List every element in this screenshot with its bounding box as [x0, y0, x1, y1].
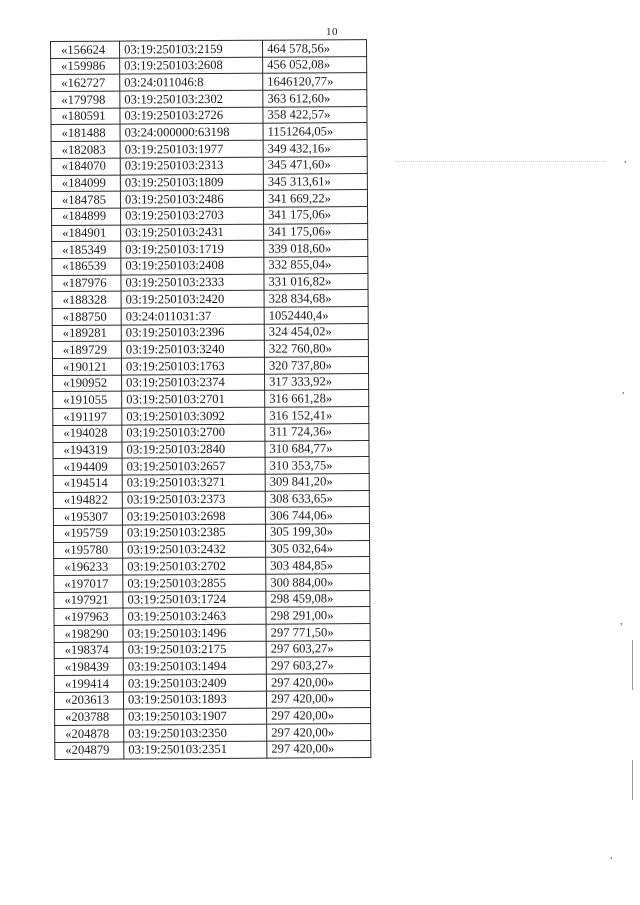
cadastral-value-cell: 358 422,57» — [263, 106, 367, 123]
cadastral-value-cell: 297 420,00» — [267, 740, 371, 757]
record-number-cell: «195780 — [54, 542, 123, 559]
record-number-cell: «194514 — [53, 475, 122, 492]
table-row — [53, 373, 369, 392]
cadastral-number-cell: 03:24:000000:63198 — [120, 124, 263, 142]
cadastral-number-cell: 03:19:250103:2432 — [123, 541, 266, 559]
table-row — [53, 390, 369, 409]
cadastral-value-cell: 305 032,64» — [266, 540, 370, 557]
cadastral-value-cell: 320 737,80» — [264, 357, 368, 374]
table-row — [55, 740, 371, 759]
record-number-cell: «195307 — [53, 508, 122, 525]
record-number-cell: «203613 — [54, 692, 123, 709]
cadastral-number-cell: 03:19:250103:2463 — [123, 608, 266, 626]
record-number-cell: «195759 — [53, 525, 122, 542]
record-number-cell: «194822 — [53, 492, 122, 509]
record-number-cell: «182083 — [51, 141, 120, 158]
cadastral-value-cell: 339 018,60» — [264, 240, 368, 257]
cadastral-value-cell: 298 459,08» — [266, 590, 370, 607]
cadastral-value-cell: 328 834,68» — [264, 290, 368, 307]
cadastral-number-cell: 03:19:250103:2333 — [121, 274, 264, 292]
record-number-cell: «184099 — [51, 175, 120, 192]
cadastral-value-cell: 1646120,77» — [263, 73, 367, 90]
scan-mark: , — [624, 154, 627, 165]
table-row — [51, 40, 367, 59]
record-number-cell: «191055 — [53, 392, 122, 409]
record-number-cell: «197963 — [54, 608, 123, 625]
record-number-cell: «162727 — [51, 74, 120, 91]
scan-mark: , — [622, 385, 625, 396]
cadastral-value-cell: 332 855,04» — [264, 257, 368, 274]
record-number-cell: «198439 — [54, 659, 123, 676]
cadastral-number-cell: 03:19:250103:1809 — [120, 174, 263, 192]
cadastral-number-cell: 03:19:250103:1893 — [123, 691, 266, 709]
table-row — [54, 607, 370, 626]
cadastral-number-cell: 03:19:250103:1907 — [124, 708, 267, 726]
cadastral-number-cell: 03:19:250103:3240 — [121, 341, 264, 359]
cadastral-number-cell: 03:19:250103:1494 — [123, 658, 266, 676]
cadastral-number-cell: 03:19:250103:2431 — [121, 224, 264, 242]
table-row — [51, 123, 367, 142]
cadastral-number-cell: 03:24:011046:8 — [120, 74, 263, 92]
table-row — [53, 507, 369, 526]
table-row — [52, 273, 368, 292]
record-number-cell: «197017 — [54, 575, 123, 592]
cadastral-number-cell: 03:19:250103:2350 — [124, 724, 267, 742]
table-row — [54, 657, 370, 676]
cadastral-value-cell: 324 454,02» — [264, 323, 368, 340]
record-number-cell: «180591 — [51, 108, 120, 125]
cadastral-number-cell: 03:19:250103:2698 — [122, 507, 265, 525]
cadastral-number-cell: 03:19:250103:2608 — [120, 57, 263, 75]
cadastral-value-cell: 345 313,61» — [263, 173, 367, 190]
cadastral-value-cell: 456 052,08» — [263, 56, 367, 73]
cadastral-value-cell: 1151264,05» — [263, 123, 367, 140]
cadastral-value-cell: 297 603,27» — [266, 640, 370, 657]
record-number-cell: «194409 — [53, 458, 122, 475]
cadastral-value-cell: 316 661,28» — [265, 390, 369, 407]
table-row — [54, 690, 370, 709]
cadastral-number-cell: 03:19:250103:2700 — [122, 424, 265, 442]
table-row — [52, 206, 368, 225]
cadastral-value-cell: 309 841,20» — [265, 473, 369, 490]
table-row — [53, 490, 369, 509]
scan-edge-line — [632, 640, 633, 690]
table-row — [54, 624, 370, 643]
table-row — [53, 407, 369, 426]
cadastral-value-cell: 297 420,00» — [267, 724, 371, 741]
cadastral-value-cell: 297 771,50» — [266, 624, 370, 641]
record-number-cell: «185349 — [52, 241, 121, 258]
cadastral-value-cell: 316 152,41» — [265, 407, 369, 424]
cadastral-number-cell: 03:19:250103:2486 — [120, 190, 263, 208]
table-row — [52, 257, 368, 276]
cadastral-value-cell: 345 471,60» — [263, 156, 367, 173]
cadastral-number-cell: 03:19:250103:1977 — [120, 140, 263, 158]
table-row — [51, 140, 367, 159]
record-number-cell: «159986 — [51, 58, 120, 75]
table-row — [51, 173, 367, 192]
cadastral-number-cell: 03:19:250103:2351 — [124, 741, 267, 759]
cadastral-number-cell: 03:19:250103:3092 — [122, 407, 265, 425]
record-number-cell: «194319 — [53, 442, 122, 459]
cadastral-value-cell: 303 484,85» — [266, 557, 370, 574]
table-row — [52, 340, 368, 359]
record-number-cell: «204878 — [55, 725, 124, 742]
record-number-cell: «186539 — [52, 258, 121, 275]
cadastral-value-cell: 322 760,80» — [264, 340, 368, 357]
cadastral-number-cell: 03:19:250103:2373 — [122, 491, 265, 509]
record-number-cell: «187976 — [52, 275, 121, 292]
cadastral-number-cell: 03:19:250103:2374 — [122, 374, 265, 392]
cadastral-number-cell: 03:19:250103:2159 — [120, 40, 263, 58]
table-row — [54, 557, 370, 576]
table-row — [52, 307, 368, 326]
table-row — [54, 590, 370, 609]
cadastral-value-cell: 317 333,92» — [265, 373, 369, 390]
table-row — [52, 323, 368, 342]
table-row — [53, 440, 369, 459]
cadastral-value-cell: 300 884,00» — [266, 574, 370, 591]
record-number-cell: «190121 — [52, 358, 121, 375]
cadastral-number-cell: 03:19:250103:2657 — [122, 457, 265, 475]
record-number-cell: «181488 — [51, 125, 120, 142]
cadastral-value-cell: 297 603,27» — [266, 657, 370, 674]
scan-noise-dotted-line — [396, 161, 606, 162]
record-number-cell: «184070 — [51, 158, 120, 175]
record-number-cell: «184899 — [52, 208, 121, 225]
record-number-cell: «191197 — [53, 408, 122, 425]
cadastral-number-cell: 03:19:250103:1724 — [123, 591, 266, 609]
cadastral-number-cell: 03:19:250103:2313 — [120, 157, 263, 175]
table-row — [54, 674, 370, 693]
cadastral-value-cell: 341 175,06» — [264, 206, 368, 223]
table-row — [52, 223, 368, 242]
cadastral-value-cell: 1052440,4» — [264, 307, 368, 324]
cadastral-value-cell: 464 578,56» — [262, 40, 366, 57]
cadastral-value-cell: 306 744,06» — [265, 507, 369, 524]
cadastral-number-cell: 03:19:250103:2409 — [123, 674, 266, 692]
table-row — [55, 724, 371, 743]
cadastral-value-cell: 363 612,60» — [263, 90, 367, 107]
cadastral-number-cell: 03:24:011031:37 — [121, 307, 264, 325]
scan-edge-line — [632, 760, 633, 800]
record-number-cell: «198374 — [54, 642, 123, 659]
cadastral-number-cell: 03:19:250103:2702 — [123, 558, 266, 576]
table-row — [53, 457, 369, 476]
cadastral-number-cell: 03:19:250103:2302 — [120, 90, 263, 108]
record-number-cell: «190952 — [53, 375, 122, 392]
record-number-cell: «189281 — [52, 325, 121, 342]
table-row — [51, 90, 367, 109]
cadastral-value-cell: 331 016,82» — [264, 273, 368, 290]
record-number-cell: «184901 — [52, 225, 121, 242]
table-row — [55, 707, 371, 726]
cadastral-value-cell: 297 420,00» — [266, 690, 370, 707]
record-number-cell: «203788 — [55, 709, 124, 726]
scan-mark: , — [620, 616, 623, 627]
cadastral-value-cell: 341 175,06» — [264, 223, 368, 240]
record-number-cell: «204879 — [55, 742, 124, 759]
table-row — [54, 540, 370, 559]
record-number-cell: «184785 — [51, 191, 120, 208]
table-row — [53, 423, 369, 442]
table-row — [52, 357, 368, 376]
cadastral-number-cell: 03:19:250103:2701 — [122, 391, 265, 409]
cadastral-number-cell: 03:19:250103:1719 — [121, 240, 264, 258]
cadastral-value-cell: 297 420,00» — [267, 707, 371, 724]
record-number-cell: «179798 — [51, 91, 120, 108]
cadastral-number-cell: 03:19:250103:2703 — [121, 207, 264, 225]
cadastral-value-cell: 297 420,00» — [266, 674, 370, 691]
cadastral-number-cell: 03:19:250103:2408 — [121, 257, 264, 275]
record-number-cell: «188328 — [52, 291, 121, 308]
cadastral-number-cell: 03:19:250103:2385 — [122, 524, 265, 542]
cadastral-value-table — [50, 39, 371, 759]
cadastral-number-cell: 03:19:250103:2840 — [122, 441, 265, 459]
table-row — [54, 574, 370, 593]
cadastral-number-cell: 03:19:250103:2175 — [123, 641, 266, 659]
cadastral-value-cell: 305 199,30» — [265, 523, 369, 540]
table-row — [51, 73, 367, 92]
table-row — [53, 523, 369, 542]
cadastral-value-cell: 310 353,75» — [265, 457, 369, 474]
record-number-cell: «189729 — [52, 341, 121, 358]
record-number-cell: «199414 — [54, 675, 123, 692]
table-row — [51, 156, 367, 175]
cadastral-number-cell: 03:19:250103:2396 — [121, 324, 264, 342]
record-number-cell: «197921 — [54, 592, 123, 609]
cadastral-number-cell: 03:19:250103:2420 — [121, 291, 264, 309]
page-number: 10 — [326, 26, 338, 38]
table-body — [51, 40, 371, 759]
table-row — [52, 290, 368, 309]
cadastral-value-cell: 349 432,16» — [263, 140, 367, 157]
record-number-cell: «188750 — [52, 308, 121, 325]
table-container — [50, 39, 371, 759]
cadastral-number-cell: 03:19:250103:3271 — [122, 474, 265, 492]
cadastral-value-cell: 310 684,77» — [265, 440, 369, 457]
record-number-cell: «198290 — [54, 625, 123, 642]
table-row — [52, 240, 368, 259]
record-number-cell: «156624 — [51, 41, 120, 58]
record-number-cell: «196233 — [54, 558, 123, 575]
cadastral-number-cell: 03:19:250103:1496 — [123, 624, 266, 642]
scan-mark: , — [610, 850, 613, 861]
cadastral-number-cell: 03:19:250103:1763 — [121, 357, 264, 375]
cadastral-value-cell: 311 724,36» — [265, 423, 369, 440]
cadastral-number-cell: 03:19:250103:2726 — [120, 107, 263, 125]
record-number-cell: «194028 — [53, 425, 122, 442]
cadastral-value-cell: 308 633,65» — [265, 490, 369, 507]
cadastral-value-cell: 341 669,22» — [263, 190, 367, 207]
cadastral-value-cell: 298 291,00» — [266, 607, 370, 624]
table-row — [54, 640, 370, 659]
cadastral-number-cell: 03:19:250103:2855 — [123, 574, 266, 592]
table-row — [51, 190, 367, 209]
table-row — [53, 473, 369, 492]
table-row — [51, 106, 367, 125]
table-row — [51, 56, 367, 75]
